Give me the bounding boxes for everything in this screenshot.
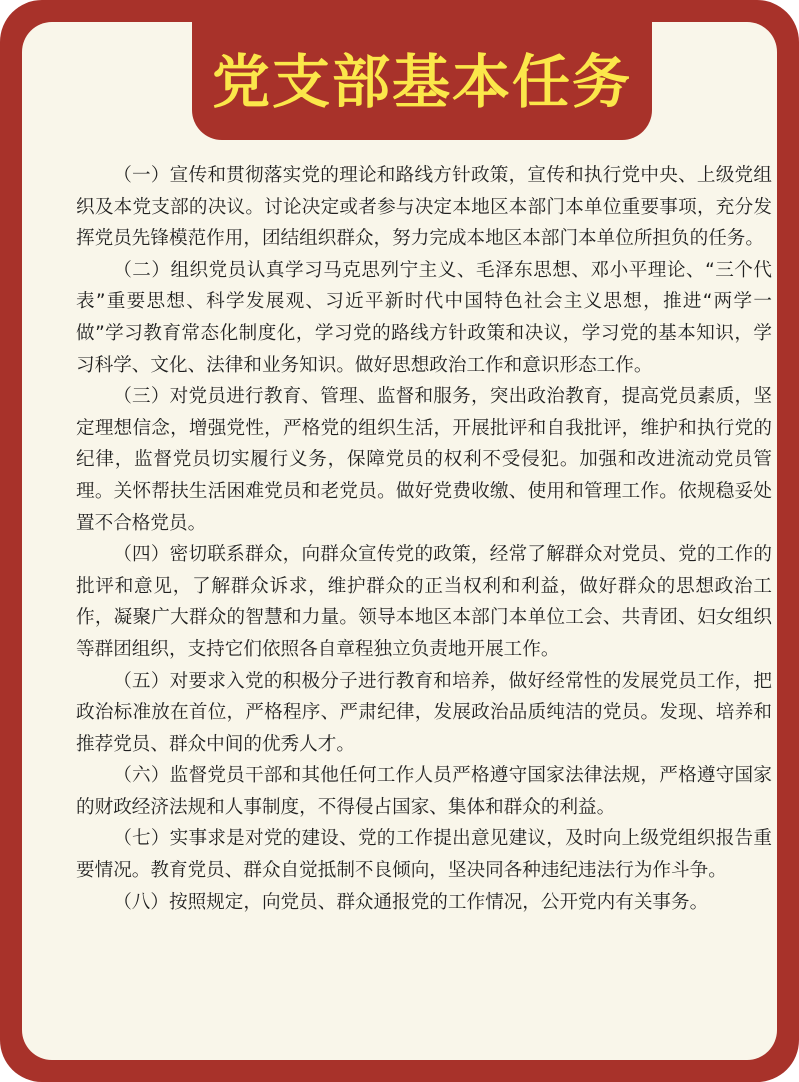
task-paragraph-1: （一）宣传和贯彻落实党的理论和路线方针政策，宣传和执行党中央、上级党组织及本党支部的决议。讨论决定或者参与决定本地区本部门本单位重要事项，充分发挥党员先锋模范作用，团结组织群众，努力完成本地区本部门本单位所担负的任务。 [76,165,772,250]
task-paragraph-6: （六）监督党员干部和其他任何工作人员严格遵守国家法律法规，严格遵守国家的财政经济法规和人事制度，不得侵占国家、集体和群众的利益。 [76,765,772,818]
task-paragraph-7: （七）实事求是对党的建设、党的工作提出意见建议，及时向上级党组织报告重要情况。教育党员、群众自觉抵制不良倾向，坚决同各种违纪违法行为作斗争。 [76,828,772,882]
task-paragraph-8: （八）按照规定，向党员、群众通报党的工作情况，公开党内有关事务。 [113,891,709,913]
task-paragraph-5: （五）对要求入党的积极分子进行教育和培养，做好经常性的发展党员工作，把政治标准放在首位，严格程序、严肃纪律，发展政治品质纯洁的党员。发现、培养和推荐党员、群众中间的优秀人才。 [76,670,772,755]
task-paragraph-2: （二）组织党员认真学习马克思列宁主义、毛泽东思想、邓小平理论、“三个代表”重要思想、科学发展观、习近平新时代中国特色社会主义思想，推进“两学一做”学习教育常态化制度化，学习党的路线方针政策和决议，学习党的基本知识，学习科学、文化、法律和业务知识。做好思想政治工作和意识形态工作。 [76,259,772,376]
task-list [76,160,772,918]
content-panel [22,22,777,1060]
task-paragraph-4: （四）密切联系群众，向群众宣传党的政策，经常了解群众对党员、党的工作的批评和意见，了解群众诉求，维护群众的正当权利和利益，做好群众的思想政治工作，凝聚广大群众的智慧和力量。领导本地区本部门本单位工会、共青团、妇女组织等群团组织，支持它们依照各自章程独立负责地开展工作。 [76,544,772,660]
task-paragraph-3: （三）对党员进行教育、管理、监督和服务，突出政治教育，提高党员素质，坚定理想信念，增强党性，严格党的组织生活，开展批评和自我批评，维护和执行党的纪律，监督党员切实履行义务，保障党员的权利不受侵犯。加强和改进流动党员管理。关怀帮扶生活困难党员和老党员。做好党费收缴、使用和管理工作。依规稳妥处置不合格党员。 [76,386,772,534]
page-title: 党支部基本任务 [211,48,632,116]
